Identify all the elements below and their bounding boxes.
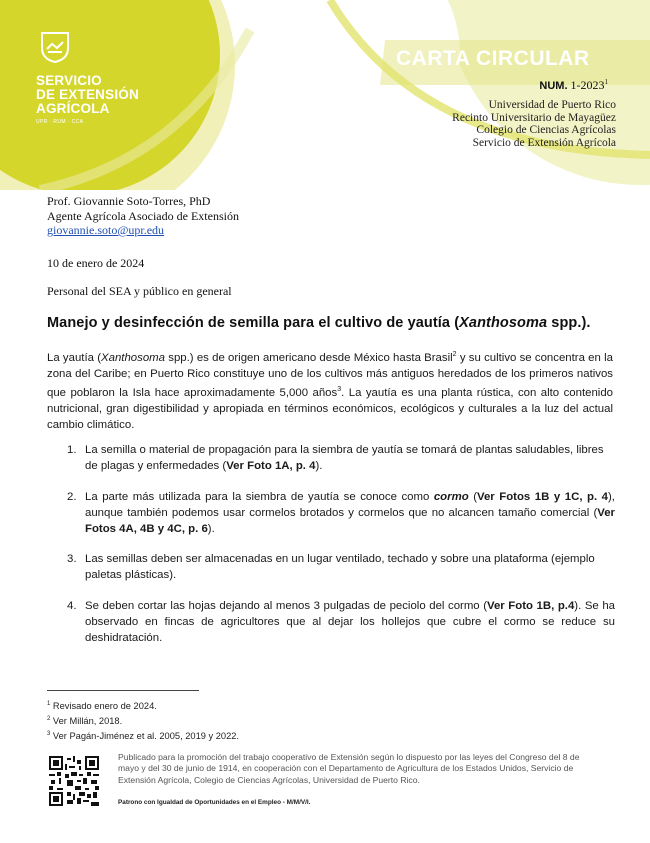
list-item <box>67 489 615 537</box>
term-cormo: cormo <box>433 491 469 503</box>
num-label: NUM. <box>539 80 568 92</box>
photo-reference: Ver Fotos 1B y 1C, p. 4 <box>476 491 609 503</box>
qr-code-icon[interactable] <box>49 756 99 806</box>
brand-sub: UPR · RUM · CCA <box>36 119 84 125</box>
institution-line: Recinto Universitario de Mayagüez <box>452 111 616 124</box>
intro-paragraph: La yautía (Xanthosoma spp.) es de origen americano desde México hasta Brasil$^2$ y su cultivo se concentra en la zona del Caribe; en Puerto Rico constituye uno de los cultivos más antiguos heredados de los primeros nativos que poblaron la Isla hace aproximadamente 5,000 años$^3$. La yautía es una planta rústica, con alto contenido nutricional, gran digestibilidad y apropiada en términos económicos, ecológicos y culturales a la luz del actual cambio climático. <box>47 351 613 431</box>
list-number: 4. <box>67 600 77 612</box>
sender-role: Agente Agrícola Asociado de Extensión <box>47 208 239 223</box>
photo-reference: Ver Foto 1A, p. 4 <box>226 460 316 472</box>
footnote: $^3$ Ver Pagán-Jiménez et al. 2005, 2019 y 2022. <box>47 731 239 742</box>
num-footnote-ref: 1 <box>604 78 608 86</box>
document-date: 10 de enero de 2024 <box>47 256 145 270</box>
brand-block <box>36 74 146 125</box>
publication-notice: Publicado para la promoción del trabajo cooperativo de Extensión según lo dispuesto por las leyes del Congreso del 8 de mayo y del 30 de junio de 1914, en cooperación con el Departamento de Agricultura de los Estados Unidos, Servicio de Extensión Agrícola, Colegio de Ciencias Agrícolas, Universidad de Puerto Rico. <box>118 752 580 785</box>
list-item <box>67 551 615 583</box>
photo-reference: Ver Foto 1B, p.4 <box>487 600 575 612</box>
document-title <box>47 315 591 331</box>
list-number: 2. <box>67 491 77 503</box>
carta-circular-title: CARTA CIRCULAR <box>396 47 590 70</box>
institution-line: Colegio de Ciencias Agrícolas <box>476 124 616 136</box>
sender-block <box>47 194 239 238</box>
brand-line-1: SERVICIO <box>36 73 102 88</box>
list-text: La semilla o material de propagación para la siembra de yautía se tomará de plantas saludables, libres de plagas y enfermedades (Ver Foto 1A, p. 4). <box>85 444 604 472</box>
institution-line: Servicio de Extensión Agrícola <box>472 136 616 149</box>
equal-opportunity-notice: Patrono con Igualdad de Oportunidades en el Empleo - M/M/V/I. <box>118 799 311 806</box>
list-item <box>67 598 615 646</box>
sender-email-link[interactable]: giovannie.soto@upr.edu <box>47 223 165 237</box>
list-number: 3. <box>67 553 77 565</box>
institution-block <box>452 99 616 149</box>
audience: Personal del SEA y público en general <box>47 284 232 298</box>
list-text: Se deben cortar las hojas dejando al menos 3 pulgadas de peciolo del cormo (Ver Foto 1B, p.4). Se ha observado en fincas de agricultores que al dejar los hollejos que cubre el cormo se reduce su deshidratación. <box>85 600 615 644</box>
list-number: 1. <box>67 444 77 456</box>
brand-line-3: AGRÍCOLA <box>36 101 110 116</box>
institution-line: Universidad de Puerto Rico <box>488 99 616 111</box>
circular-number <box>539 78 608 93</box>
title-suffix: spp.). <box>547 315 591 331</box>
title-italic: Xanthosoma <box>459 315 548 331</box>
footnote-divider <box>47 690 199 691</box>
footnotes <box>47 698 239 743</box>
list-text: Las semillas deben ser almacenadas en un lugar ventilado, techado y sobre una plataforma (ejemplo paletas plásticas). <box>85 553 595 581</box>
footnote: $^2$ Ver Millán, 2018. <box>47 716 123 727</box>
photo-reference: Ver Fotos 4A, 4B y 4C, p. 6 <box>85 507 615 535</box>
sea-logo-icon <box>38 30 72 64</box>
num-value: 1-2023 <box>570 78 605 92</box>
sender-name: Prof. Giovannie Soto-Torres, PhD <box>47 194 211 208</box>
brand-line-2: DE EXTENSIÓN <box>36 87 139 102</box>
list-item <box>67 442 615 474</box>
title-text: Manejo y desinfección de semilla para el cultivo de yautía ( <box>47 315 460 331</box>
list-text: La parte más utilizada para la siembra de yautía se conoce como cormo (Ver Fotos 1B y 1C, p. 4), aunque también podemos usar cormelos brotados y cormelos que no alcancen tamaño comercial (Ver Fotos 4A, 4B y 4C, p. 6). <box>85 491 615 535</box>
footnote: $^1$ Revisado enero de 2024. <box>47 701 157 712</box>
